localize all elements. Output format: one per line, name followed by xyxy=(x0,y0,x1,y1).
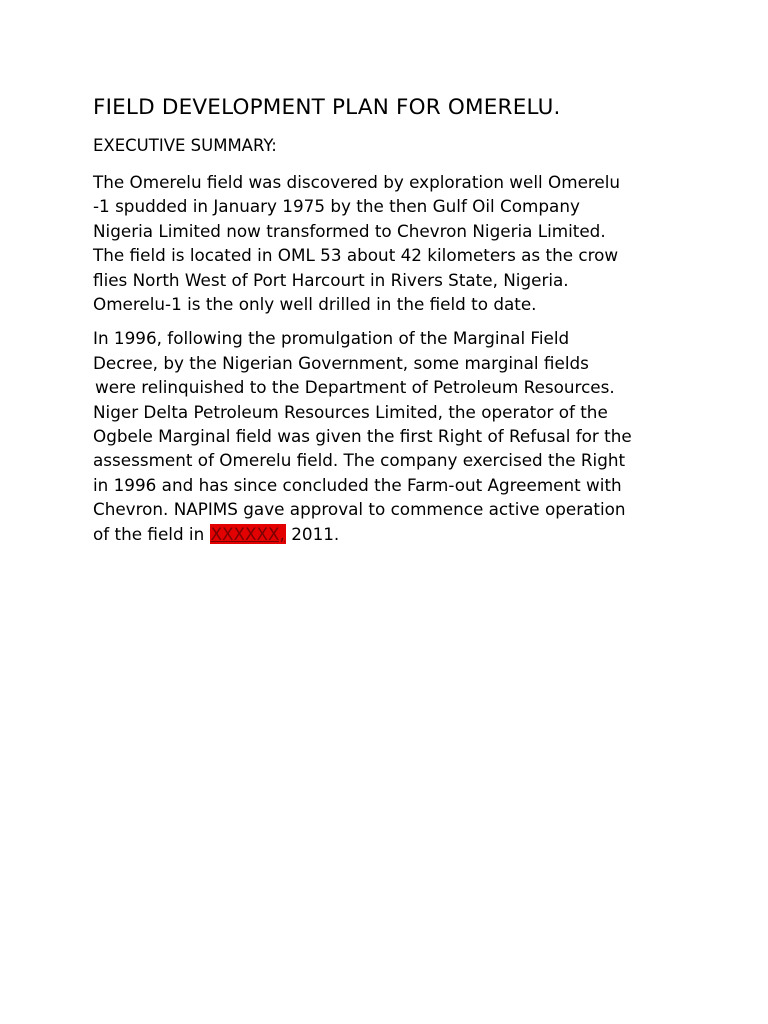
document-title: FIELD DEVELOPMENT PLAN FOR OMERELU. xyxy=(93,95,561,120)
paragraph-line: -1 spudded in January 1975 by the then Gulf Oil Company xyxy=(93,196,580,217)
paragraph-line: were relinquished to the Department of Petroleum Resources. xyxy=(95,377,615,398)
last-line-prefix: of the field in xyxy=(93,523,210,544)
paragraph-line: The field is located in OML 53 about 42 kilometers as the crow xyxy=(93,245,619,266)
paragraph-line: Decree, by the Nigerian Government, some marginal fields xyxy=(93,352,589,373)
last-line-suffix: 2011. xyxy=(285,523,340,544)
redacted-date-highlight: XXXXXX, xyxy=(210,523,285,544)
paragraph-line: flies North West of Port Harcourt in Rivers State, Nigeria. xyxy=(93,269,569,290)
paragraph-farm-out xyxy=(93,326,693,546)
paragraph-line: in 1996 and has since concluded the Farm-out Agreement with xyxy=(93,474,622,495)
paragraph-discovery xyxy=(93,170,693,316)
paragraph-line: Ogbele Marginal field was given the first Right of Refusal for the xyxy=(93,426,632,447)
paragraph-line: The Omerelu field was discovered by exploration well Omerelu xyxy=(93,172,621,192)
document-page xyxy=(93,94,693,546)
paragraph-last-line xyxy=(93,522,693,546)
paragraph-line: In 1996, following the promulgation of the Marginal Field xyxy=(93,328,570,349)
section-heading-executive-summary: EXECUTIVE SUMMARY: xyxy=(93,136,277,155)
paragraph-line: Chevron. NAPIMS gave approval to commence active operation xyxy=(93,499,626,520)
paragraph-line: Omerelu-1 is the only well drilled in the field to date. xyxy=(93,294,537,315)
paragraph-line: assessment of Omerelu field. The company exercised the Right xyxy=(93,450,626,471)
paragraph-line: Nigeria Limited now transformed to Chevron Nigeria Limited. xyxy=(93,220,606,241)
paragraph-line: Niger Delta Petroleum Resources Limited, the operator of the xyxy=(93,401,608,422)
